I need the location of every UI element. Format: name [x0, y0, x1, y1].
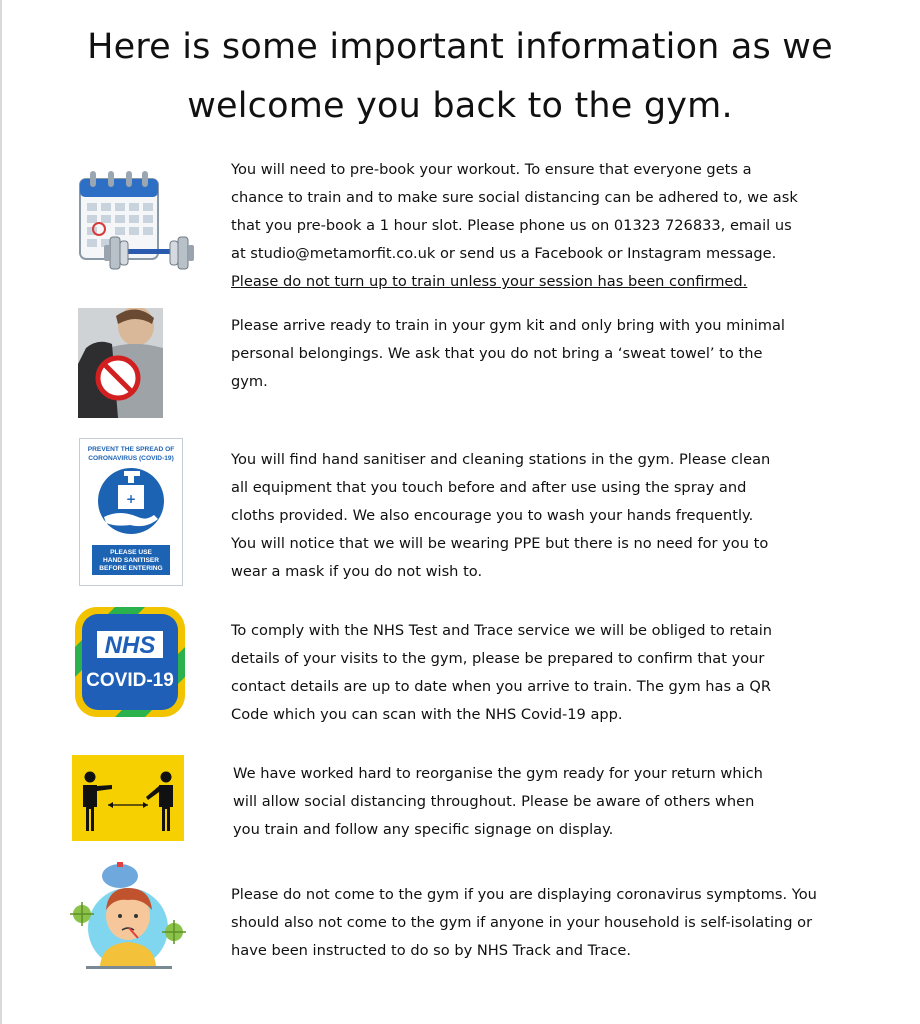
test-trace-line: contact details are up to date when you arrive to train. The gym has a QR	[231, 678, 771, 695]
prebook-line: You will need to pre-book your workout. To ensure that everyone gets a	[231, 161, 752, 178]
test-trace-paragraph	[231, 617, 772, 729]
symptoms-paragraph	[231, 881, 817, 965]
symptoms-line: have been instructed to do so by NHS Track and Trace.	[231, 942, 631, 959]
nhs-covid-19-icon	[75, 607, 185, 717]
sanitiser-line: You will notice that we will be wearing PPE but there is no need for you to	[231, 535, 769, 552]
sanitiser-line: You will find hand sanitiser and cleaning stations in the gym. Please clean	[231, 451, 771, 468]
distancing-line: will allow social distancing throughout. Please be aware of others when	[233, 793, 755, 810]
title-line-2: welcome you back to the gym.	[187, 86, 733, 126]
gym-kit-line: Please arrive ready to train in your gym kit and only bring with you minimal	[231, 317, 785, 334]
sign-top-line-2: CORONAVIRUS (COVID-19)	[88, 455, 174, 462]
sanitiser-line: wear a mask if you do not wish to.	[231, 563, 483, 580]
sign-bottom-line-3: BEFORE ENTERING	[99, 565, 163, 572]
confirmation-warning: Please do not turn up to train unless your session has been confirmed.	[231, 273, 748, 290]
prebook-line: at studio@metamorfit.co.uk or send us a Facebook or Instagram message.	[231, 245, 777, 262]
sanitiser-paragraph	[231, 446, 770, 586]
social-distancing-icon	[72, 755, 184, 841]
nhs-logo-text: NHS	[104, 632, 156, 659]
page-title	[0, 18, 920, 136]
test-trace-line: Code which you can scan with the NHS Covid-19 app.	[231, 706, 623, 723]
no-towel-icon	[78, 308, 163, 418]
prebook-line: that you pre-book a 1 hour slot. Please phone us on 01323 726833, email us	[231, 217, 792, 234]
distancing-line: We have worked hard to reorganise the gym ready for your return which	[233, 765, 763, 782]
symptoms-line: should also not come to the gym if anyone in your household is self-isolating or	[231, 914, 813, 931]
sign-bottom-line-1: PLEASE USE	[110, 549, 152, 556]
prebook-paragraph	[231, 156, 798, 296]
prebook-line: chance to train and to make sure social distancing can be adhered to, we ask	[231, 189, 798, 206]
distancing-paragraph	[233, 760, 763, 844]
sanitiser-line: cloths provided. We also encourage you to wash your hands frequently.	[231, 507, 754, 524]
title-line-1: Here is some important information as we	[87, 27, 833, 67]
calendar-dumbbell-icon	[74, 165, 210, 280]
distancing-line: you train and follow any specific signage on display.	[233, 821, 614, 838]
sanitiser-line: all equipment that you touch before and after use using the spray and	[231, 479, 747, 496]
gym-kit-paragraph	[231, 312, 785, 396]
test-trace-line: To comply with the NHS Test and Trace service we will be obliged to retain	[231, 622, 773, 639]
sign-top-line-1: PREVENT THE SPREAD OF	[87, 446, 175, 453]
page-edge	[0, 0, 2, 1024]
sick-person-icon	[66, 858, 192, 976]
svg-text:+: +	[125, 492, 137, 506]
covid-19-logo-text: COVID-19	[86, 670, 174, 691]
gym-kit-line: gym.	[231, 373, 268, 390]
sign-bottom-line-2: HAND SANITISER	[102, 557, 160, 564]
hand-sanitiser-sign-icon	[79, 438, 183, 586]
gym-kit-line: personal belongings. We ask that you do not bring a ‘sweat towel’ to the	[231, 345, 763, 362]
symptoms-line: Please do not come to the gym if you are displaying coronavirus symptoms. You	[231, 886, 817, 903]
test-trace-line: details of your visits to the gym, please be prepared to confirm that your	[231, 650, 765, 667]
